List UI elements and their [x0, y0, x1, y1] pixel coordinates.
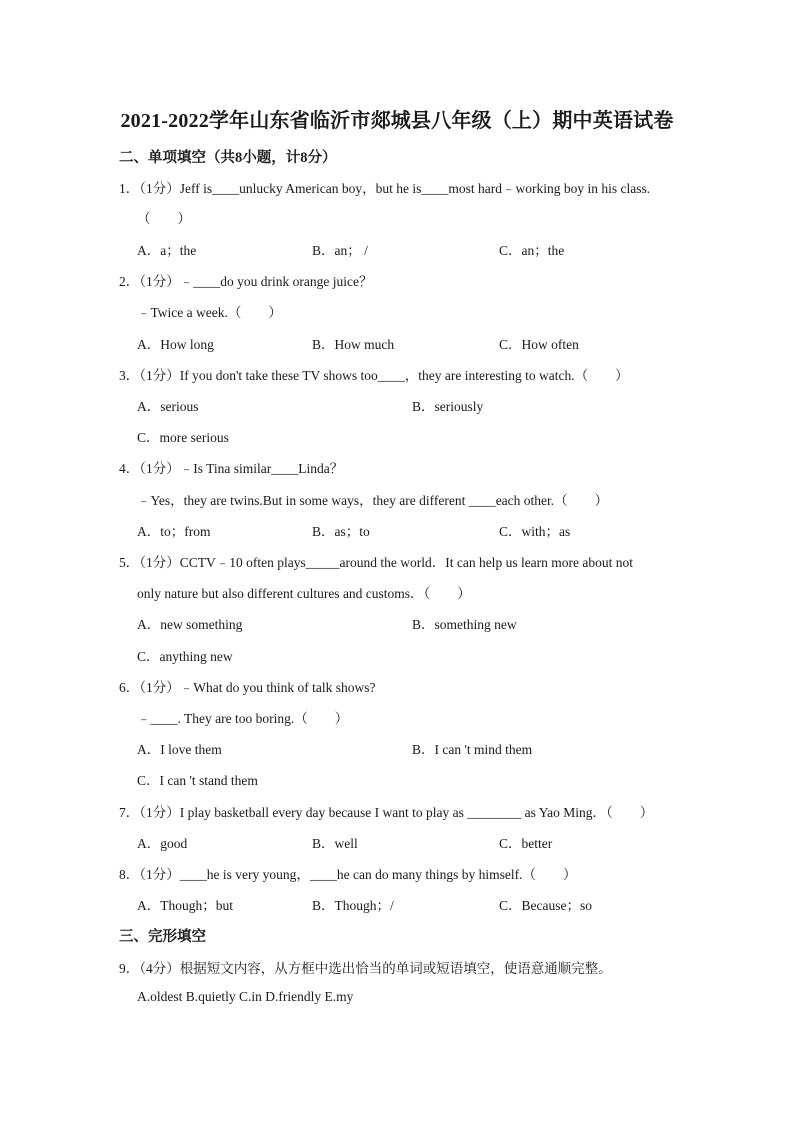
question-2-option-c: C．How often	[499, 337, 579, 352]
question-5-option-b: B．something new	[412, 617, 517, 632]
section-heading-cloze: 三、完形填空	[119, 929, 206, 945]
question-8-option-b: B．Though；/	[312, 898, 394, 913]
question-8-option-c: C．Because；so	[499, 898, 592, 913]
question-6-text: 6．（1分）﹣What do you think of talk shows?	[119, 680, 376, 695]
question-2-answer-line: ﹣Twice a week.（ ）	[137, 305, 282, 320]
section-heading-single-choice: 二、单项填空（共8小题，计8分）	[119, 150, 337, 166]
question-1-bracket: （ ）	[137, 211, 191, 226]
question-2-text: 2．（1分）﹣____do you drink orange juice？	[119, 274, 373, 289]
question-8-option-a: A．Though；but	[137, 898, 233, 913]
question-4-option-b: B．as；to	[312, 524, 370, 539]
question-9-text: 9．（4分）根据短文内容，从方框中选出恰当的单词或短语填空，使语意通顺完整。	[119, 961, 612, 976]
question-5-option-c: C．anything new	[137, 649, 233, 664]
question-5-text-continued: only nature but also different cultures and customs．（ ）	[137, 586, 471, 601]
question-8-text: 8．（1分）____he is very young，____he can do many things by himself.（ ）	[119, 867, 577, 882]
question-2-option-a: A．How long	[137, 337, 214, 352]
question-3-option-a: A．serious	[137, 399, 199, 414]
question-2-option-b: B．How much	[312, 337, 395, 352]
question-6-answer-line: ﹣____. They are too boring.（ ）	[137, 711, 349, 726]
question-7-text: 7．（1分）I play basketball every day because I want to play as ________ as Yao Ming．（ ）	[119, 805, 654, 820]
question-1-option-c: C．an；the	[499, 243, 565, 258]
question-7-option-c: C．better	[499, 836, 553, 851]
question-4-option-c: C．with；as	[499, 524, 571, 539]
question-7-option-a: A．good	[137, 836, 188, 851]
question-3-option-b: B．seriously	[412, 399, 484, 414]
question-1-text: 1．（1分）Jeff is____unlucky American boy，but he is____most hard﹣working boy in his class.	[119, 181, 651, 196]
question-9-word-bank: A.oldest B.quietly C.in D.friendly E.my	[137, 989, 354, 1004]
question-3-text: 3．（1分）If you don't take these TV shows too____，they are interesting to watch.（ ）	[119, 368, 629, 383]
question-3-option-c: C．more serious	[137, 430, 229, 445]
exam-title: 2021-2022学年山东省临沂市郯城县八年级（上）期中英语试卷	[120, 110, 674, 132]
question-7-option-b: B．well	[312, 836, 358, 851]
question-6-option-c: C．I can 't stand them	[137, 773, 258, 788]
question-5-option-a: A．new something	[137, 617, 243, 632]
question-5-text: 5．（1分）CCTV﹣10 often plays_____around the world．It can help us learn more about not	[119, 555, 634, 570]
question-1-option-a: A．a；the	[137, 243, 197, 258]
question-6-option-b: B．I can 't mind them	[412, 742, 533, 757]
question-4-text: 4．（1分）﹣Is Tina similar____Linda？	[119, 461, 344, 476]
question-1-option-b: B．an； /	[312, 243, 368, 258]
question-4-answer-line: ﹣Yes，they are twins.But in some ways，they are different ____each other.（ ）	[137, 493, 609, 508]
question-6-option-a: A．I love them	[137, 742, 222, 757]
question-4-option-a: A．to；from	[137, 524, 211, 539]
